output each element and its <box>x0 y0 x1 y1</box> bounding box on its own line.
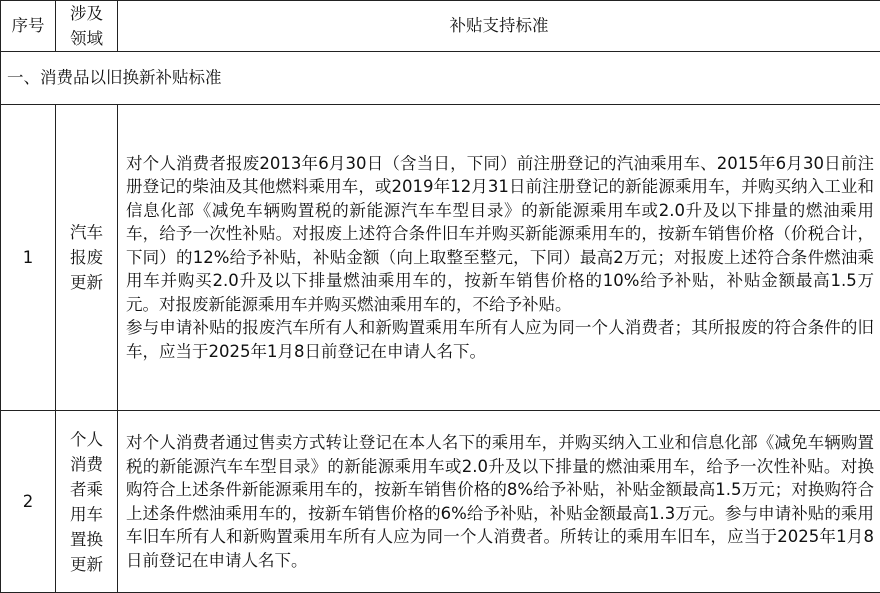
header-index: 序号 <box>1 1 56 52</box>
table-row <box>1 411 880 593</box>
row-standard <box>118 105 880 411</box>
row-index: 2 <box>1 411 56 593</box>
row-field: 个人消费者乘用车置换更新 <box>56 411 118 593</box>
header-standard: 补贴支持标准 <box>118 1 880 52</box>
standard-paragraph: 对个人消费者报废2013年6月30日（含当日，下同）前注册登记的汽油乘用车、2015年6月30日前注册登记的柴油及其他燃料乘用车，或2019年12月31日前注册登记的新能源乘用车，并购买纳入工业和信息化部《减免车辆购置税的新能源汽车车型目录》的新能源乘用车或2.0升及以下排量的燃油乘用车，给予一次性补贴。对报废上述符合条件旧车并购买新能源乘用车的，按新车销售价格（价税合计，下同）的12%给予补贴，补贴金额（向上取整至整元，下同）最高2万元；对报废上述符合条件燃油乘用车并购买2.0升及以下排量燃油乘用车的，按新车销售价格的10%给予补贴，补贴金额最高1.5万元。对报废新能源乘用车并购买燃油乘用车的，不给予补贴。 <box>126 153 874 314</box>
section-row <box>1 52 880 105</box>
row-index: 1 <box>1 105 56 411</box>
table-row <box>1 105 880 411</box>
row-standard <box>118 411 880 593</box>
row-field: 汽车报废更新 <box>56 105 118 411</box>
section-title: 一、消费品以旧换新补贴标准 <box>1 52 880 105</box>
standard-paragraph: 参与申请补贴的报废汽车所有人和新购置乘用车所有人应为同一个人消费者；其所报废的符合条件的旧车，应当于2025年1月8日前登记在申请人名下。 <box>126 318 874 361</box>
standard-paragraph: 对个人消费者通过售卖方式转让登记在本人名下的乘用车，并购买纳入工业和信息化部《减免车辆购置税的新能源汽车车型目录》的新能源乘用车或2.0升及以下排量的燃油乘用车，给予一次性补贴。对换购符合上述条件新能源乘用车的，按新车销售价格的8%给予补贴，补贴金额最高1.5万元；对换购符合上述条件燃油乘用车的，按新车销售价格的6%给予补贴，补贴金额最高1.3万元。参与申请补贴的乘用车旧车所有人和新购置乘用车所有人应为同一个人消费者。所转让的乘用车旧车，应当于2025年1月8日前登记在申请人名下。 <box>126 433 874 570</box>
header-field: 涉及领域 <box>56 1 118 52</box>
table-header-row <box>1 1 880 52</box>
